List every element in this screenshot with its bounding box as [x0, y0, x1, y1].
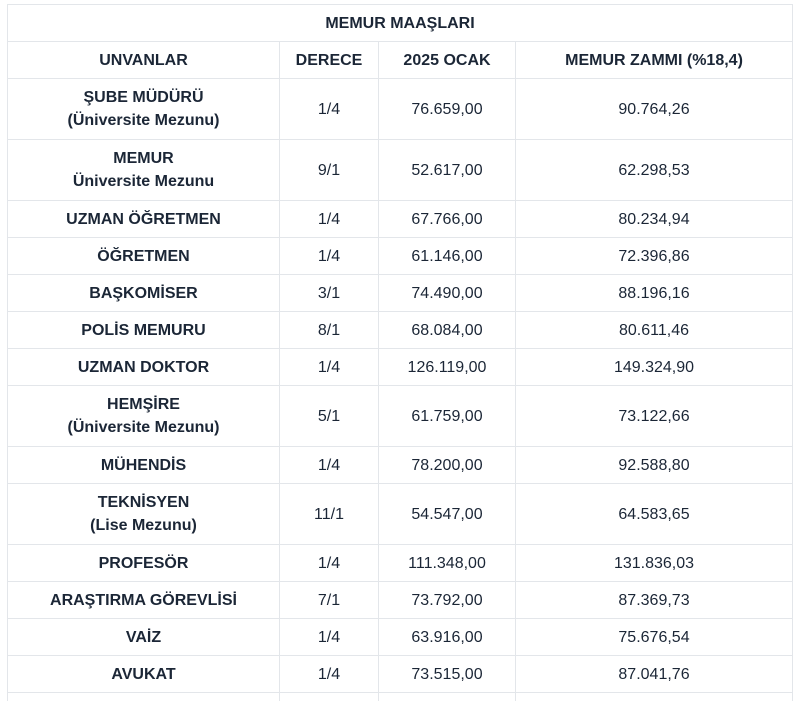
cell-unvan [8, 484, 280, 545]
cell-2025-ocak: 73.515,00 [379, 656, 516, 693]
cell-memur-zammi: 87.369,73 [516, 582, 793, 619]
cell-memur-zammi: 90.764,26 [516, 79, 793, 140]
cell-unvan-line: MÜHENDİS [14, 454, 273, 477]
cell-unvan [8, 275, 280, 312]
cell-unvan [8, 582, 280, 619]
cell-derece: 1/4 [280, 619, 379, 656]
cell-memur-zammi: 92.588,80 [516, 447, 793, 484]
cell-2025-ocak: 74.490,00 [379, 275, 516, 312]
cell-unvan-line: UZMAN ÖĞRETMEN [14, 208, 273, 231]
cell-2025-ocak: 76.659,00 [379, 79, 516, 140]
cell-memur-zammi: 80.611,46 [516, 312, 793, 349]
table-header-row [8, 42, 793, 79]
cell-unvan-line: AVUKAT [14, 663, 273, 686]
table-row [8, 545, 793, 582]
cell-derece: 11/1 [280, 484, 379, 545]
cell-unvan [8, 619, 280, 656]
table-row [8, 447, 793, 484]
table-bottom-filler [8, 693, 793, 701]
cell-unvan-line: BAŞKOMİSER [14, 282, 273, 305]
cell-2025-ocak: 61.759,00 [379, 386, 516, 447]
cell-2025-ocak: 78.200,00 [379, 447, 516, 484]
table-row [8, 619, 793, 656]
cell-derece: 1/4 [280, 238, 379, 275]
cell-2025-ocak: 54.547,00 [379, 484, 516, 545]
table-row [8, 656, 793, 693]
cell-unvan-line: UZMAN DOKTOR [14, 356, 273, 379]
cell-derece: 1/4 [280, 79, 379, 140]
cell-derece: 3/1 [280, 275, 379, 312]
cell-unvan [8, 447, 280, 484]
cell-unvan [8, 386, 280, 447]
cell-memur-zammi: 149.324,90 [516, 349, 793, 386]
salary-table [7, 4, 793, 701]
filler-cell [8, 693, 280, 701]
cell-2025-ocak: 73.792,00 [379, 582, 516, 619]
cell-unvan [8, 201, 280, 238]
cell-memur-zammi: 64.583,65 [516, 484, 793, 545]
cell-2025-ocak: 126.119,00 [379, 349, 516, 386]
cell-2025-ocak: 67.766,00 [379, 201, 516, 238]
cell-derece: 1/4 [280, 656, 379, 693]
table-row [8, 349, 793, 386]
table-body [8, 79, 793, 701]
cell-derece: 7/1 [280, 582, 379, 619]
column-header-2025-ocak: 2025 OCAK [379, 42, 516, 79]
cell-2025-ocak: 63.916,00 [379, 619, 516, 656]
cell-2025-ocak: 111.348,00 [379, 545, 516, 582]
cell-unvan-line: HEMŞİRE [14, 393, 273, 416]
cell-unvan-line: MEMUR [14, 147, 273, 170]
cell-2025-ocak: 61.146,00 [379, 238, 516, 275]
salary-table-container [7, 4, 792, 701]
table-row [8, 238, 793, 275]
table-row [8, 386, 793, 447]
cell-memur-zammi: 62.298,53 [516, 140, 793, 201]
table-row [8, 484, 793, 545]
cell-2025-ocak: 68.084,00 [379, 312, 516, 349]
cell-derece: 1/4 [280, 349, 379, 386]
cell-memur-zammi: 88.196,16 [516, 275, 793, 312]
cell-unvan-line: POLİS MEMURU [14, 319, 273, 342]
cell-unvan-line: (Üniversite Mezunu) [14, 416, 273, 439]
cell-derece: 9/1 [280, 140, 379, 201]
table-row [8, 201, 793, 238]
table-row [8, 140, 793, 201]
cell-unvan [8, 238, 280, 275]
cell-unvan-line: ÖĞRETMEN [14, 245, 273, 268]
cell-memur-zammi: 80.234,94 [516, 201, 793, 238]
cell-unvan-line: ŞUBE MÜDÜRÜ [14, 86, 273, 109]
cell-unvan-line: TEKNİSYEN [14, 491, 273, 514]
cell-unvan-line: Üniversite Mezunu [14, 170, 273, 193]
column-header-memur-zammi: MEMUR ZAMMI (%18,4) [516, 42, 793, 79]
table-row [8, 275, 793, 312]
cell-unvan [8, 656, 280, 693]
cell-memur-zammi: 73.122,66 [516, 386, 793, 447]
cell-unvan [8, 79, 280, 140]
table-title-row [8, 5, 793, 42]
cell-derece: 5/1 [280, 386, 379, 447]
cell-unvan [8, 140, 280, 201]
cell-derece: 1/4 [280, 545, 379, 582]
cell-unvan [8, 312, 280, 349]
cell-unvan-line: PROFESÖR [14, 552, 273, 575]
filler-cell [280, 693, 379, 701]
column-header-derece: DERECE [280, 42, 379, 79]
cell-unvan-line: (Üniversite Mezunu) [14, 109, 273, 132]
filler-cell [516, 693, 793, 701]
cell-unvan-line: (Lise Mezunu) [14, 514, 273, 537]
cell-derece: 1/4 [280, 201, 379, 238]
cell-unvan-line: ARAŞTIRMA GÖREVLİSİ [14, 589, 273, 612]
cell-memur-zammi: 87.041,76 [516, 656, 793, 693]
cell-derece: 1/4 [280, 447, 379, 484]
cell-memur-zammi: 131.836,03 [516, 545, 793, 582]
cell-2025-ocak: 52.617,00 [379, 140, 516, 201]
cell-derece: 8/1 [280, 312, 379, 349]
cell-unvan [8, 545, 280, 582]
cell-memur-zammi: 75.676,54 [516, 619, 793, 656]
cell-unvan-line: VAİZ [14, 626, 273, 649]
table-title: MEMUR MAAŞLARI [8, 5, 793, 42]
filler-cell [379, 693, 516, 701]
cell-memur-zammi: 72.396,86 [516, 238, 793, 275]
table-row [8, 582, 793, 619]
table-row [8, 79, 793, 140]
table-row [8, 312, 793, 349]
column-header-unvanlar: UNVANLAR [8, 42, 280, 79]
cell-unvan [8, 349, 280, 386]
